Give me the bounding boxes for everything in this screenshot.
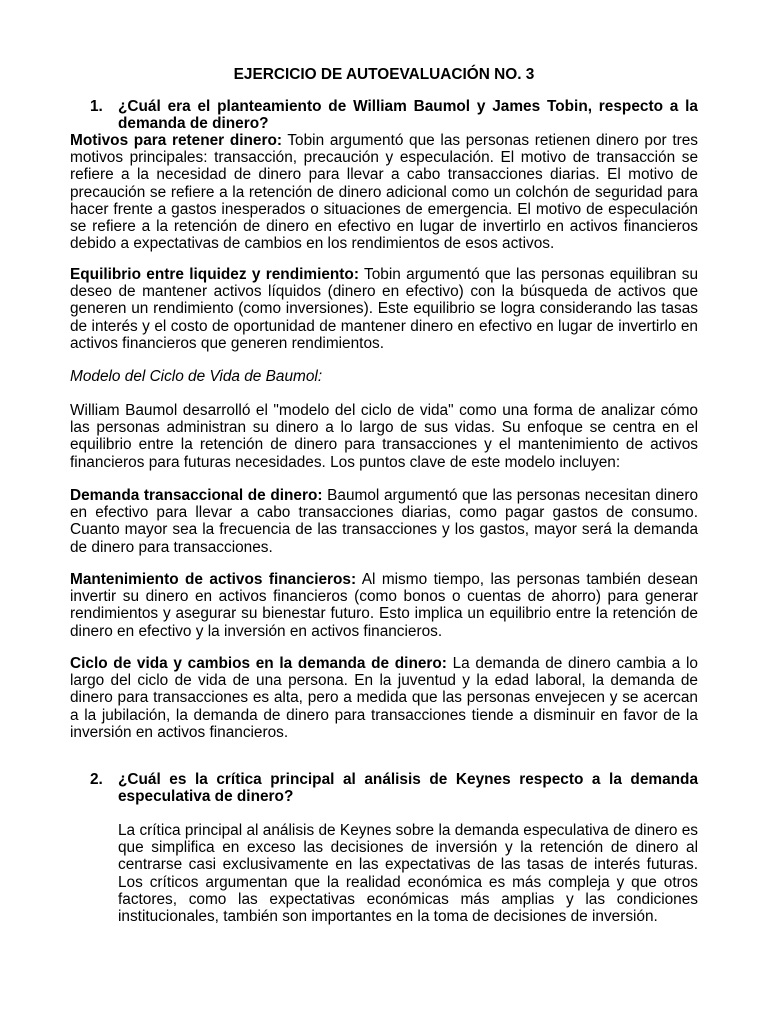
paragraph-equilibrio-text: Tobin argumentó que las personas equilibran su deseo de mantener activos líquidos (dinero en efectivo) con la búsqueda de activos que generen un rendimiento (como inversiones). Este equilibrio se logra considerando las tasas de interés y el costo de oportunidad de mantener dinero en efectivo en lugar de invertirlo en activos financieros que generen rendimientos. <box>70 266 699 352</box>
paragraph-motivos <box>70 132 698 252</box>
paragraph-ciclo-vida-heading: Ciclo de vida y cambios en la demanda de dinero: <box>70 655 447 672</box>
paragraph-mantenimiento <box>70 571 698 640</box>
paragraph-critica-keynes: La crítica principal al análisis de Keynes sobre la demanda especulativa de dinero es que simplifica en exceso las decisiones de inversión y la retención de dinero al centrarse casi exclusivamente en las expectativas de las tasas de interés futuras. Los críticos argumentan que la realidad económica es más compleja y que otros factores, como las expectativas económicas más amplias y las condiciones institucionales, también son importantes en la toma de decisiones de inversión. <box>118 822 698 926</box>
question-2 <box>70 771 698 805</box>
question-1-text: ¿Cuál era el planteamiento de William Baumol y James Tobin, respecto a la demanda de dinero? <box>118 98 698 133</box>
paragraph-baumol-intro: William Baumol desarrolló el "modelo del ciclo de vida" como una forma de analizar cómo las personas administran su dinero a lo largo de sus vidas. Su enfoque se centra en el equilibrio entre la retención de dinero para transacciones y el mantenimiento de activos financieros para futuras necesidades. Los puntos clave de este modelo incluyen: <box>70 402 698 471</box>
paragraph-mantenimiento-heading: Mantenimiento de activos financieros: <box>70 571 357 588</box>
paragraph-equilibrio-heading: Equilibrio entre liquidez y rendimiento: <box>70 266 359 283</box>
document-title: EJERCICIO DE AUTOEVALUACIÓN NO. 3 <box>233 66 535 83</box>
question-1-number: 1. <box>90 98 103 115</box>
paragraph-ciclo-vida <box>70 655 698 741</box>
question-2-number: 2. <box>90 771 103 788</box>
question-1 <box>70 98 698 132</box>
paragraph-demanda-transaccional-text: Baumol argumentó que las personas necesitan dinero en efectivo para llevar a cabo transacciones diarias, como pagar gastos de consumo. Cuanto mayor sea la frecuencia de las transacciones y los gastos, mayor será la demanda de dinero para transacciones. <box>70 487 699 556</box>
paragraph-mantenimiento-text: Al mismo tiempo, las personas también desean invertir su dinero en activos financieros (como bonos o cuentas de ahorro) para generar rendimientos y asegurar su bienestar futuro. Esto implica un equilibrio entre la retención de dinero en efectivo y la inversión en activos financieros. <box>70 571 698 640</box>
paragraph-motivos-text: Tobin argumentó que las personas retienen dinero por tres motivos principales: transacción, precaución y especulación. El motivo de transacción se refiere a la necesidad de dinero para llevar a cabo transacciones diarias. El motivo de precaución se refiere a la retención de dinero adicional como un colchón de seguridad para hacer frente a gastos inesperados o situaciones de emergencia. El motivo de especulación se refiere a la retención de dinero en efectivo en lugar de invertirlo en activos financieros debido a expectativas de cambios en los rendimientos de esos activos. <box>70 132 698 253</box>
paragraph-ciclo-vida-text: La demanda de dinero cambia a lo largo del ciclo de vida de una persona. En la juventud y la edad laboral, la demanda de dinero para transacciones es alta, pero a medida que las personas envejecen y se acercan a la jubilación, la demanda de dinero para transacciones tiende a disminuir en favor de la inversión en activos financieros. <box>70 655 698 741</box>
paragraph-demanda-transaccional <box>70 487 698 556</box>
question-2-text: ¿Cuál es la crítica principal al análisis de Keynes respecto a la demanda especulativa de dinero? <box>118 771 698 806</box>
subheading-modelo-ciclo-vida: Modelo del Ciclo de Vida de Baumol: <box>70 368 323 385</box>
paragraph-equilibrio <box>70 266 698 352</box>
paragraph-demanda-transaccional-heading: Demanda transaccional de dinero: <box>70 487 323 504</box>
paragraph-motivos-heading: Motivos para retener dinero: <box>70 132 282 149</box>
